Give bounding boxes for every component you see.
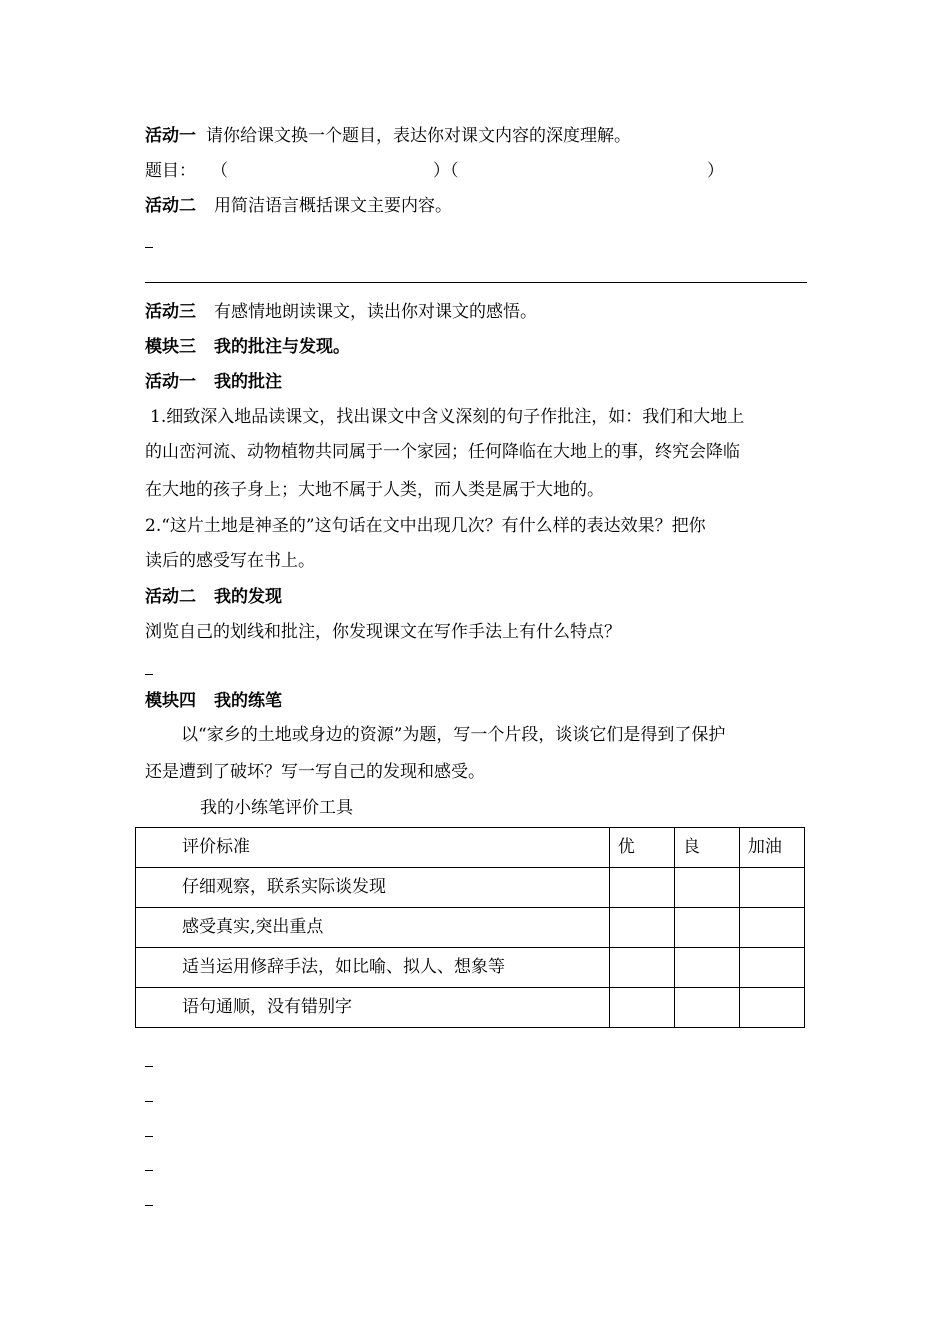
answer-blank	[145, 674, 153, 675]
m4-prompt-line1: 以“家乡的土地或身边的资源”为题，写一个片段，谈谈它们是得到了保护	[181, 725, 726, 745]
answer-underline	[145, 282, 807, 283]
rating-cell	[674, 988, 739, 1028]
rating-cell	[739, 988, 804, 1028]
answer-blank	[145, 1205, 153, 1206]
eval-table	[135, 827, 805, 1028]
criterion-cell: 适当运用修辞手法，如比喻、拟人、想象等	[136, 948, 610, 988]
table-row	[136, 868, 805, 908]
rating-cell	[609, 868, 674, 908]
m4-prompt-line2: 还是遭到了破坏？写一写自己的发现和感受。	[145, 762, 485, 782]
header-keep-going: 加油	[739, 828, 804, 868]
header-criteria: 评价标准	[136, 828, 610, 868]
m3-activity2-text: 浏览自己的划线和批注，你发现课文在写作手法上有什么特点？	[145, 622, 621, 642]
rating-cell	[609, 908, 674, 948]
criterion-cell: 感受真实,突出重点	[136, 908, 610, 948]
item2-line1: 2.“这片土地是神圣的”这句话在文中出现几次？有什么样的表达效果？把你	[145, 516, 706, 536]
eval-table-caption: 我的小练笔评价工具	[200, 798, 353, 818]
criterion-cell: 语句通顺，没有错别字	[136, 988, 610, 1028]
table-row	[136, 988, 805, 1028]
answer-blank	[145, 1066, 153, 1067]
title-line	[145, 159, 724, 183]
module4-title: 我的练笔	[214, 691, 282, 711]
rating-cell	[674, 868, 739, 908]
rating-cell	[674, 948, 739, 988]
item1-line3: 在大地的孩子身上；大地不属于人类，而人类是属于大地的。	[145, 480, 604, 500]
paren-close-open: ）（	[433, 161, 459, 181]
rating-cell	[739, 948, 804, 988]
module3-title: 我的批注与发现。	[214, 337, 350, 357]
activity1-text: 请你给课文换一个题目，表达你对课文内容的深度理解。	[206, 126, 631, 146]
table-row	[136, 908, 805, 948]
rating-cell	[739, 868, 804, 908]
module3-label: 模块三	[145, 337, 196, 357]
rating-cell	[609, 988, 674, 1028]
m3-activity2-label: 活动二	[145, 587, 196, 607]
activity1-line	[145, 124, 631, 148]
item1-line1: 1.细致深入地品读课文，找出课文中含义深刻的句子作批注，如：我们和大地上	[150, 407, 745, 427]
activity2-label: 活动二	[145, 196, 196, 216]
table-header-row	[136, 828, 805, 868]
item1-line2: 的山峦河流、动物植物共同属于一个家园；任何降临在大地上的事，终究会降临	[145, 442, 740, 462]
activity2-text: 用简洁语言概括课文主要内容。	[214, 196, 452, 216]
activity3-label: 活动三	[145, 302, 196, 322]
answer-blank	[145, 247, 153, 248]
answer-blank	[145, 1101, 153, 1102]
table-row	[136, 948, 805, 988]
rating-cell	[674, 908, 739, 948]
activity2-line	[145, 194, 452, 218]
activity3-text: 有感情地朗读课文，读出你对课文的感悟。	[214, 302, 537, 322]
rating-cell	[739, 908, 804, 948]
item2-line2: 读后的感受写在书上。	[145, 551, 315, 571]
criterion-cell: 仔细观察，联系实际谈发现	[136, 868, 610, 908]
module4-label: 模块四	[145, 691, 196, 711]
answer-blank	[145, 1136, 153, 1137]
module4-heading	[145, 689, 282, 713]
paren-open-1: （	[211, 161, 228, 181]
m3-activity2-heading	[145, 585, 282, 609]
m3-activity1-heading	[145, 370, 282, 394]
header-good: 良	[674, 828, 739, 868]
answer-blank	[145, 1170, 153, 1171]
m3-activity1-label: 活动一	[145, 372, 196, 392]
activity3-line	[145, 300, 537, 324]
m3-activity2-title: 我的发现	[214, 587, 282, 607]
module3-heading	[145, 335, 350, 359]
paren-close-2: ）	[707, 161, 724, 181]
title-label: 题目：	[145, 161, 196, 181]
m3-activity1-title: 我的批注	[214, 372, 282, 392]
activity1-label: 活动一	[145, 126, 196, 146]
rating-cell	[609, 948, 674, 988]
header-excellent: 优	[609, 828, 674, 868]
